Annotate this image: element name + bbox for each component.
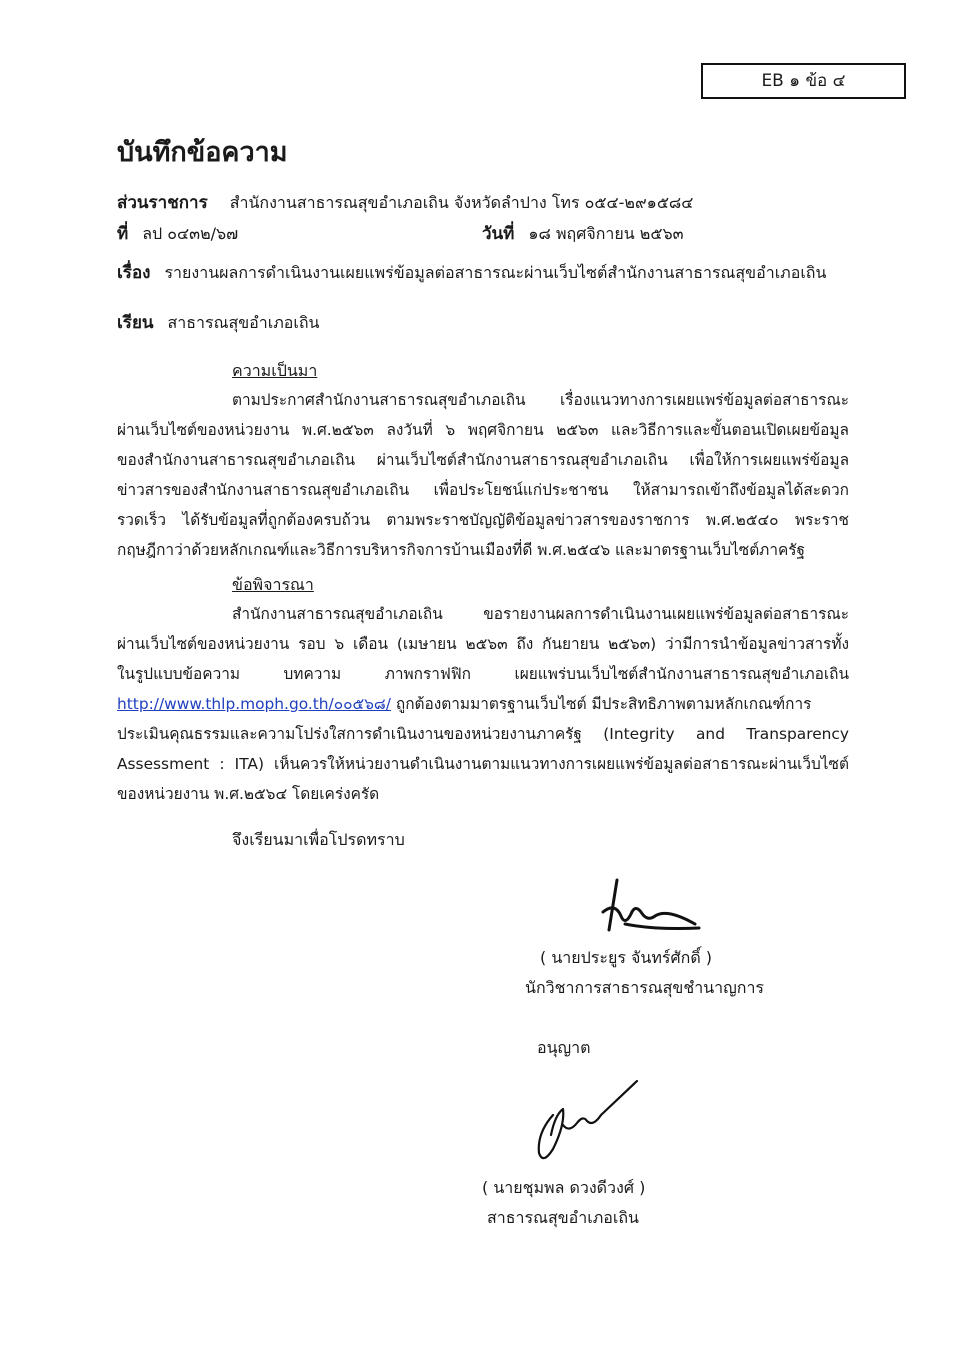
subject-row <box>117 262 826 284</box>
memo-title: บันทึกข้อความ <box>117 137 288 168</box>
background-line: รวดเร็ว ได้รับข้อมูลที่ถูกต้องครบถ้วน ตามพระราชบัญญัติข้อมูลข่าวสารของราชการ พ.ศ.๒๕๔๐ พระราช <box>117 511 849 529</box>
signature-image <box>595 872 705 942</box>
background-line: กฤษฎีกาว่าด้วยหลักเกณฑ์และวิธีการบริหารกิจการบ้านเมืองที่ดี พ.ศ.๒๕๔๖ และมาตรฐานเว็บไซต์ภาครัฐ <box>117 541 806 559</box>
signer2-name: ( นายชุมพล ดวงดีวงศ์ ) <box>482 1178 646 1197</box>
date-label: วันที่ <box>482 224 515 244</box>
subject-label: เรื่อง <box>117 263 151 283</box>
consideration-heading: ข้อพิจารณา <box>232 575 314 594</box>
consideration-line: ในรูปแบบข้อความ บทความ ภาพกราฟฟิก เผยแพร่บนเว็บไซต์สำนักงานสาธารณสุขอำเภอเถิน <box>117 665 849 683</box>
approval-text: อนุญาต <box>537 1038 591 1057</box>
date-row <box>482 223 684 245</box>
signer2-position: สาธารณสุขอำเภอเถิน <box>487 1208 639 1227</box>
date-value: ๑๘ พฤศจิกายน ๒๕๖๓ <box>528 224 684 243</box>
addressee-label: เรียน <box>117 313 154 333</box>
background-line: ข่าวสารของสำนักงานสาธารณสุขอำเภอเถิน เพื่อประโยชน์แก่ประชาชน ให้สามารถเข้าถึงข้อมูลได้สะดวก <box>117 481 849 499</box>
signer1-position: นักวิชาการสาธารณสุขชำนาญการ <box>525 978 765 997</box>
background-line: ผ่านเว็บไซต์ของหน่วยงาน พ.ศ.๒๕๖๓ ลงวันที่ ๖ พฤศจิกายน ๒๕๖๓ และวิธีการและขั้นตอนเปิดเผยข้อมูล <box>117 421 849 439</box>
website-link[interactable]: http://www.thlp.moph.go.th/๐๐๕๖๘/ <box>117 695 391 713</box>
signer1-name: ( นายประยูร จันทร์ศักดิ์ ) <box>540 948 713 967</box>
reference-value: ลป ๐๔๓๒/๖๗ <box>142 224 239 243</box>
background-line: ของสำนักงานสาธารณสุขอำเภอเถิน ผ่านเว็บไซต์สำนักงานสาธารณสุขอำเภอเถิน เพื่อให้การเผยแพร่ข้อมูล <box>117 451 849 469</box>
reference-box: EB ๑ ข้อ ๔ <box>701 63 906 99</box>
consideration-line: Assessment : ITA) เห็นควรให้หน่วยงานดำเนินงานตามแนวทางการเผยแพร่ข้อมูลต่อสาธารณะผ่านเว็บไซต์ <box>117 755 849 773</box>
reference-row <box>117 223 238 245</box>
consideration-line: ผ่านเว็บไซต์ของหน่วยงาน รอบ ๖ เดือน (เมษายน ๒๕๖๓ ถึง กันยายน ๒๕๖๓) ว่ามีการนำข้อมูลข่าวสารทั้ง <box>117 635 849 653</box>
consideration-link-line <box>117 689 849 719</box>
reference-label: ที่ <box>117 224 129 244</box>
agency-label: ส่วนราชการ <box>117 193 208 213</box>
agency-row <box>117 192 693 214</box>
background-paragraph <box>117 385 849 565</box>
consideration-line: สำนักงานสาธารณสุขอำเภอเถิน ขอรายงานผลการดำเนินงานเผยแพร่ข้อมูลต่อสาธารณะ <box>232 605 849 623</box>
consideration-line: ประเมินคุณธรรมและความโปร่งใสการดำเนินงานของหน่วยงานภาครัฐ (Integrity and Transparency <box>117 725 849 743</box>
consideration-paragraph <box>117 599 849 809</box>
subject-value: รายงานผลการดำเนินงานเผยแพร่ข้อมูลต่อสาธารณะผ่านเว็บไซต์สำนักงานสาธารณสุขอำเภอเถิน <box>164 263 827 282</box>
background-heading: ความเป็นมา <box>232 361 318 380</box>
agency-value: สำนักงานสาธารณสุขอำเภอเถิน จังหวัดลำปาง โทร ๐๕๔-๒๙๑๕๘๔ <box>229 193 694 212</box>
signature-image <box>525 1075 645 1165</box>
background-line: ตามประกาศสำนักงานสาธารณสุขอำเภอเถิน เรื่องแนวทางการเผยแพร่ข้อมูลต่อสาธารณะ <box>232 391 849 409</box>
closing-line: จึงเรียนมาเพื่อโปรดทราบ <box>232 830 405 849</box>
consideration-line: ของหน่วยงาน พ.ศ.๒๕๖๔ โดยเคร่งครัด <box>117 785 380 803</box>
addressee-value: สาธารณสุขอำเภอเถิน <box>167 313 320 332</box>
link-line-text: ถูกต้องตามมาตรฐานเว็บไซต์ มีประสิทธิภาพตามหลักเกณฑ์การ <box>391 695 812 713</box>
addressee-row <box>117 312 319 334</box>
